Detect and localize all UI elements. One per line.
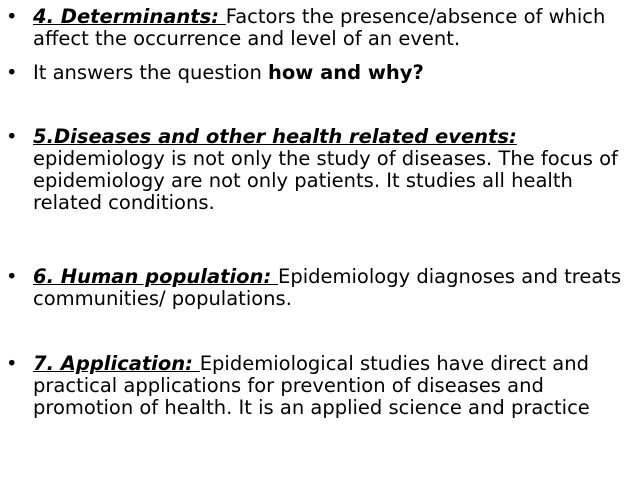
bullet-text: Factors the presence/absence of which affect the occurrence and level of an event. <box>33 5 606 50</box>
bullet-term: 6. Human population: <box>33 265 279 288</box>
bullet-text: Epidemiology diagnoses and treats communities/ populations. <box>33 265 622 310</box>
bullet-text: epidemiology is not only the study of diseases. The focus of epidemiology are not only patients. It studies all health related conditions. <box>33 147 618 214</box>
bullet-diseases <box>6 126 626 214</box>
bullet-marker: • <box>6 352 18 375</box>
bullet-body <box>33 266 626 310</box>
bullet-marker: • <box>6 125 18 148</box>
bullet-emphasis: how and why? <box>268 61 424 84</box>
bullet-term: 5.Diseases and other health related events: <box>33 125 517 148</box>
bullet-human-population <box>6 266 626 310</box>
bullet-term: 4. Determinants: <box>33 5 226 28</box>
bullet-application <box>6 353 626 419</box>
bullet-text: It answers the question <box>33 61 269 84</box>
bullet-body <box>33 353 626 419</box>
bullet-marker: • <box>6 5 18 28</box>
bullet-term: 7. Application: <box>33 352 200 375</box>
bullet-body <box>33 6 626 50</box>
bullet-determinants <box>6 6 626 50</box>
bullet-body <box>33 126 626 214</box>
bullet-marker: • <box>6 265 18 288</box>
bullet-marker: • <box>6 61 18 84</box>
bullet-body <box>33 62 626 84</box>
bullet-text: Epidemiological studies have direct and practical applications for prevention of diseases and promotion of health. It is an applied science and practice <box>33 352 590 419</box>
bullet-how-and-why <box>6 62 626 84</box>
